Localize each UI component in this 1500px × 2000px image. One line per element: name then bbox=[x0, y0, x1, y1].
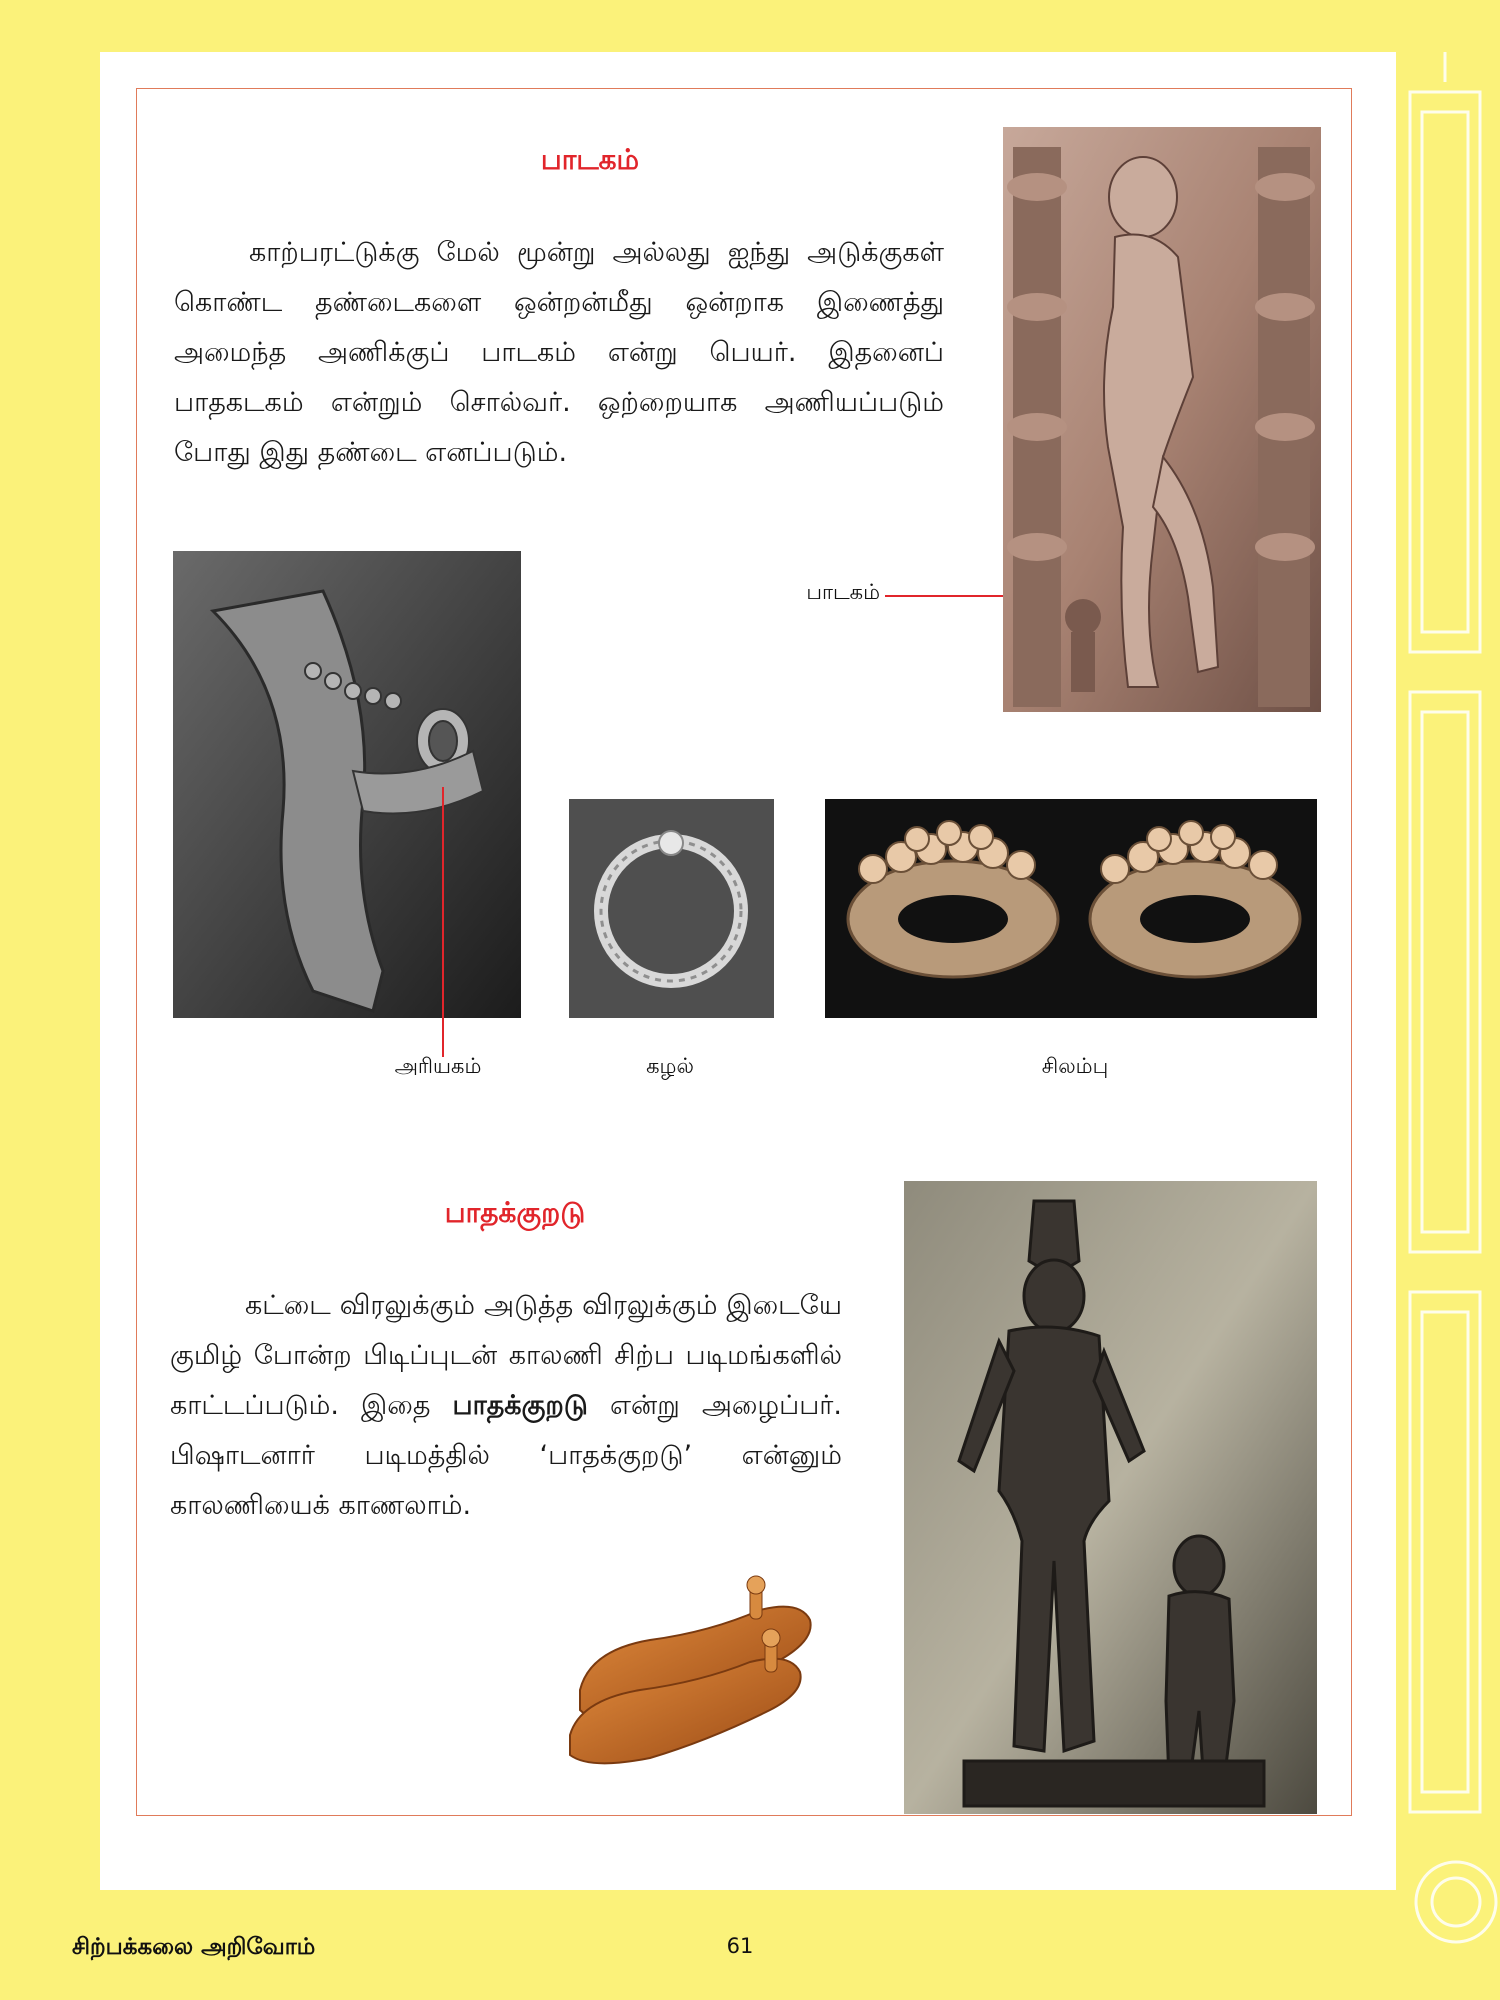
paragraph-bold-term: பாதக்குறடு bbox=[452, 1390, 588, 1421]
caption-kazhal: கழல் bbox=[646, 1054, 694, 1078]
paragraph-padhakkuradu bbox=[170, 1281, 842, 1531]
caption-silambu: சிலம்பு bbox=[1041, 1054, 1109, 1078]
decorative-border-pattern bbox=[1396, 52, 1500, 2000]
paragraph-text-1: கட்டை விரலுக்கும் அடுத்த விரலுக்கும் இடையே குமிழ் போன்ற பிடிப்புடன் காலணி சிற்ப படிமங்களில் காட்டப்படும். இதை bbox=[170, 1290, 842, 1421]
photo-kazhal-silver-ring bbox=[569, 799, 774, 1018]
paragraph-padagam: காற்பரட்டுக்கு மேல் மூன்று அல்லது ஐந்து அடுக்குகள் கொண்ட தண்டைகளை ஒன்றன்மீது ஒன்றாக இணைத்து அமைந்த அணிக்குப் பாடகம் என்று பெயர். இதனைப் பாதகடகம் என்றும் சொல்வர். ஒற்றையாக அணியப்படும் போது இது தண்டை எனப்படும். bbox=[174, 237, 944, 468]
sculpture-photo-bhikshatana bbox=[904, 1181, 1317, 1814]
label-padagam-pointer: பாடகம் bbox=[806, 580, 880, 604]
photo-wooden-sandals bbox=[560, 1570, 820, 1770]
page-number: 61 bbox=[726, 1934, 754, 1958]
pointer-line-ariyagam bbox=[442, 787, 444, 1057]
section-heading-padhakkuradu: பாதக்குறடு bbox=[444, 1196, 586, 1229]
footer-book-title: சிற்பக்கலை அறிவோம் bbox=[72, 1934, 316, 1960]
paragraph-text-2: என்று அழைப்பர். பிஷாடனார் படிமத்தில் ‘பாதக்குறடு’ என்னும் காலணியைக் காணலாம். bbox=[170, 1390, 842, 1521]
pointer-line-padagam bbox=[885, 595, 1003, 597]
caption-ariyagam: அரியகம் bbox=[394, 1054, 482, 1078]
sculpture-photo-foot-bw bbox=[173, 551, 521, 1018]
sculpture-photo-dancer bbox=[1003, 127, 1321, 712]
section-heading-padagam: பாடகம் bbox=[540, 143, 640, 176]
photo-silambu-anklets bbox=[825, 799, 1317, 1018]
